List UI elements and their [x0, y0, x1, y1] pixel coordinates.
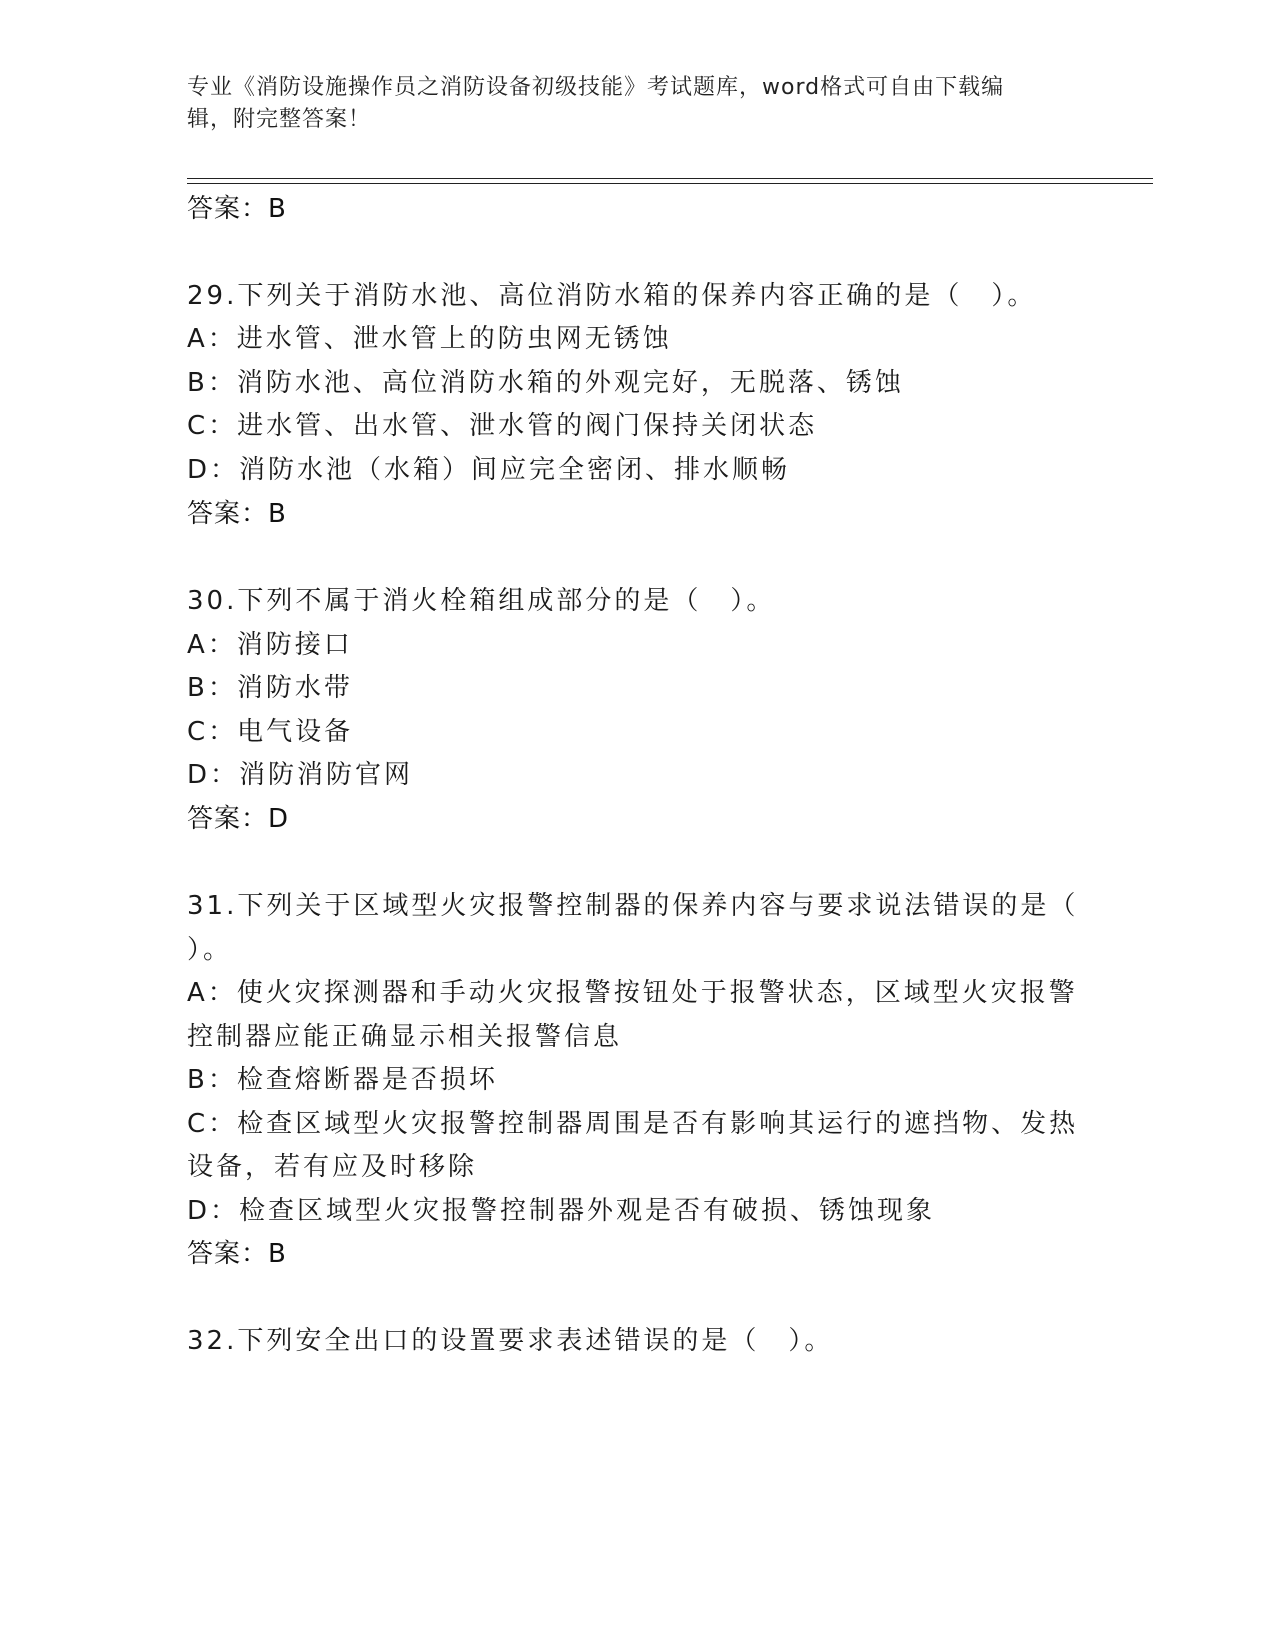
question-30-option-d: D：消防消防官网 — [187, 760, 414, 790]
question-29-option-b: B：消防水池、高位消防水箱的外观完好，无脱落、锈蚀 — [187, 368, 904, 398]
question-29-option-c: C：进水管、出水管、泄水管的阀门保持关闭状态 — [187, 411, 818, 441]
question-31-answer: 答案：B — [187, 1239, 287, 1269]
question-31-option-c-cont: 设备，若有应及时移除 — [187, 1152, 478, 1182]
question-31-stem-cont: ）。 — [187, 935, 233, 965]
header-line-2: 辑，附完整答案！ — [187, 107, 372, 132]
question-31-stem: 31.下列关于区域型火灾报警控制器的保养内容与要求说法错误的是（ — [187, 891, 1079, 921]
question-31-option-c: C：检查区域型火灾报警控制器周围是否有影响其运行的遮挡物、发热 — [187, 1109, 1079, 1139]
question-29-option-d: D：消防水池（水箱）间应完全密闭、排水顺畅 — [187, 455, 791, 485]
header-divider-top — [187, 178, 1153, 179]
question-29-option-a: A：进水管、泄水管上的防虫网无锈蚀 — [187, 324, 672, 354]
question-30-option-a: A：消防接口 — [187, 630, 353, 660]
question-30-option-b: B：消防水带 — [187, 673, 353, 703]
document-header — [187, 72, 1067, 136]
question-31-option-b: B：检查熔断器是否损坏 — [187, 1065, 498, 1095]
question-30-stem: 30.下列不属于消火栓箱组成部分的是（ ）。 — [187, 586, 776, 616]
previous-answer: 答案：B — [187, 194, 287, 224]
header-line-1: 专业《消防设施操作员之消防设备初级技能》考试题库，word格式可自由下载编 — [187, 75, 1005, 100]
question-30-option-c: C：电气设备 — [187, 717, 354, 747]
question-31-option-a: A：使火灾探测器和手动火灾报警按钮处于报警状态，区域型火灾报警 — [187, 978, 1078, 1008]
question-29-stem: 29.下列关于消防水池、高位消防水箱的保养内容正确的是（ ）。 — [187, 281, 1037, 311]
question-30-answer: 答案：D — [187, 804, 290, 834]
question-32-stem: 32.下列安全出口的设置要求表述错误的是（ ）。 — [187, 1326, 834, 1356]
question-29-answer: 答案：B — [187, 499, 287, 529]
question-31-option-a-cont: 控制器应能正确显示相关报警信息 — [187, 1022, 623, 1052]
question-31-option-d: D：检查区域型火灾报警控制器外观是否有破损、锈蚀现象 — [187, 1196, 936, 1226]
header-divider-bottom — [187, 183, 1153, 184]
